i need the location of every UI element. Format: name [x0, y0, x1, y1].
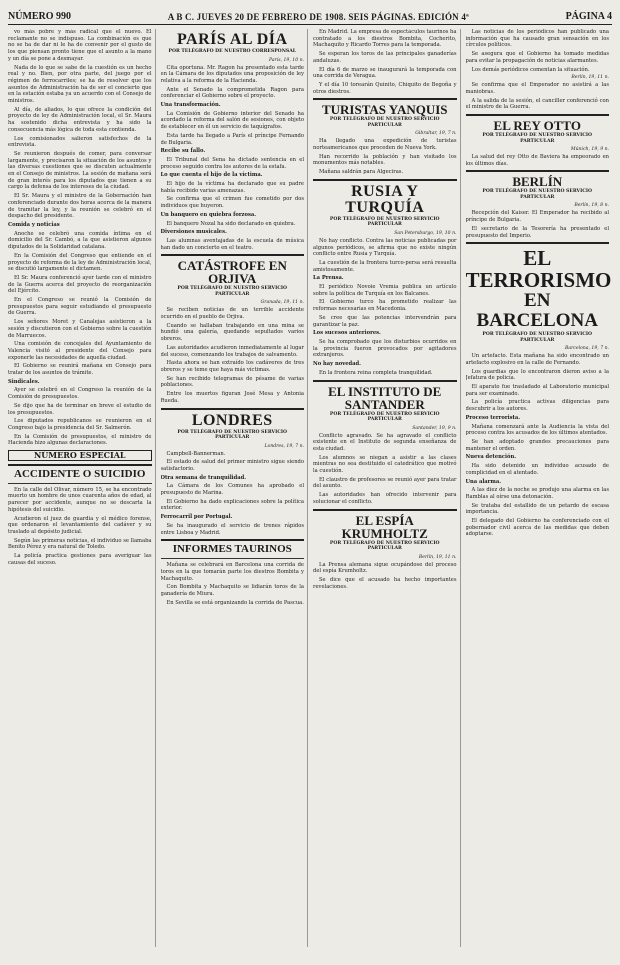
- paragraph: Se trataba del estallido de un petardo de escasa importancia.: [465, 502, 609, 516]
- paragraph: Una comisión de concejales del Ayuntamiento de Valencia visitó al presidente del Consejo para exponerle las necesidades de aquella ciudad.: [8, 341, 152, 361]
- paragraph: El aparato fue trasladado al Laboratorio municipal para ser examinado.: [465, 384, 609, 397]
- byline: POR TELÉGRAFO DE NUESTRO SERVICIO PARTICULAR: [329, 411, 440, 422]
- paragraph: En la calle del Olivar, número 15, se ha encontrado muerto un hombre de unos cuarenta años de edad, al parecer por accidente, aunque no se descarta la hipótesis del suicidio.: [8, 486, 152, 513]
- byline: POR TELÉGRAFO DE NUESTRO SERVICIO PARTICULAR: [329, 540, 440, 552]
- section-subhead: Comida y noticias: [8, 221, 60, 228]
- dateline: Granada, 19, 11 n.: [260, 300, 304, 306]
- divider: [161, 558, 305, 559]
- dateline: San Petersburgo, 19, 10 n.: [394, 230, 457, 236]
- byline: POR TELÉGRAFO DE NUESTRO SERVICIO PARTICULAR: [482, 133, 593, 144]
- byline: POR TELÉGRAFO DE NUESTRO CORRESPONSAL: [168, 49, 296, 54]
- divider: [313, 380, 457, 382]
- paragraph: Ayer se celebró en el Congreso la reunión de la Comisión de presupuestos.: [8, 387, 152, 401]
- paragraph: Las noticias de los periódicos han publicado una información que ha causado gran sensación en los círculos políticos.: [465, 29, 609, 49]
- headline-taurinos: INFORMES TAURINOS: [172, 543, 292, 556]
- section-subhead: La Prensa.: [313, 275, 344, 282]
- paragraph: La Cámara de los Comunes ha aprobado el presupuesto de Marina.: [160, 483, 304, 497]
- section-subhead: Otra semana de tranquilidad.: [160, 474, 247, 481]
- special-box: NÚMERO ESPECIAL: [8, 450, 152, 461]
- divider: [466, 114, 610, 116]
- paragraph: El Gobierno turco ha prometido realizar las reformas necesarias en Macedonia.: [313, 299, 457, 313]
- paragraph: El Sr. Maura conferenció ayer tarde con el ministro de la Guerra acerca del proyecto de reorganización del Ejército.: [8, 274, 152, 295]
- newspaper-page: [8, 8, 612, 948]
- paragraph: Mañana se celebrará en Barcelona una corrida de toros en la que tomarán parte los diestros Bombita y Machaquito.: [160, 562, 304, 582]
- paragraph: Los guardias que lo encontraron dieron aviso a la Jefatura de policía.: [465, 368, 609, 382]
- paragraph: El Gobierno ha dado explicaciones sobre la política exterior.: [160, 498, 304, 512]
- paragraph: El claustro de profesores se reunió ayer para tratar del asunto.: [313, 476, 457, 490]
- date-line: A B C. JUEVES 20 DE FEBRERO DE 1908. SEIS PÁGINAS. EDICIÓN 4ª: [167, 12, 469, 22]
- paragraph: El Gobierno se reunirá mañana en Consejo para tratar de los asuntos de trámite.: [8, 363, 152, 377]
- headline-instituto: EL INSTITUTO DE SANTANDER: [328, 383, 442, 412]
- divider: [313, 509, 457, 511]
- paragraph: El delegado del Gobierno ha conferenciado con el gobernador civil acerca de las medidas que deben adoptarse.: [465, 518, 609, 538]
- column-4: [466, 29, 613, 947]
- dateline: Londres, 19, 7 n.: [264, 443, 304, 449]
- section-subhead: Una alarma.: [465, 478, 502, 485]
- paragraph: Mañana saldrán para Algeciras.: [319, 169, 404, 176]
- paragraph: El Sr. Maura y el ministro de la Gobernación han conferenciado durante dos horas acerca de la manera de tramitar la ley, y la reunión se celebró en el despacho del presidente.: [8, 193, 152, 220]
- divider: [8, 464, 152, 466]
- paragraph: El periódico Novoie Vremia publica un artículo sobre la política de Turquía en los Balcanes.: [313, 284, 457, 297]
- paragraph: Nada de lo que se sabe de la cuestión es un hecho real y no. Bien, por otra parte, del juego por el régimen de ferrocarriles; se ha de resolver que los asuntos de Administración ha de ser el concierto que en la estación estaba ya un acuerdo con el Consejo de ministros.: [8, 64, 152, 105]
- dateline: Berlín, 19, 11 n.: [418, 554, 457, 560]
- dateline: París, 19, 10 n.: [268, 57, 304, 63]
- divider: [8, 483, 152, 484]
- masthead: [8, 8, 612, 25]
- paragraph: El secretario de la Tesorería ha presentado el presupuesto del Imperio.: [465, 225, 609, 239]
- paragraph: Se confirma que el crimen fue cometido por dos individuos que huyeron.: [160, 196, 304, 210]
- paragraph: El Tribunal del Sena ha dictado sentencia en el proceso seguido contra los autores de la estafa.: [160, 156, 304, 170]
- byline: POR TELÉGRAFO DE NUESTRO SERVICIO PARTICULAR: [177, 429, 288, 441]
- byline: POR TELÉGRAFO DE NUESTRO SERVICIO PARTICULAR: [329, 117, 440, 128]
- section-subhead: Los sucesos anteriores.: [313, 330, 381, 337]
- divider: [161, 539, 305, 541]
- issue-number: NÚMERO 990: [8, 11, 72, 22]
- paragraph: Recepción del Kaiser. El Emperador ha recibido al príncipe de Bulgaria.: [465, 210, 609, 224]
- divider: [466, 242, 610, 244]
- headline-londres: LONDRES: [191, 411, 273, 429]
- paragraph: A la salida de la sesión, el canciller conferenció con el ministro de la Guerra.: [465, 97, 609, 111]
- columns: [8, 29, 612, 947]
- divider: [161, 408, 305, 410]
- section-subhead: Recibe su fallo.: [160, 148, 206, 155]
- paragraph: Hasta ahora se han extraído los cadáveres de tres obreros y se teme que haya más víctimas.: [160, 360, 304, 373]
- headline-terrorismo: EL TERRORISMO: [465, 246, 612, 293]
- paragraph: Y el día 10 torearán Quinito, Chiquito de Begoña y otros diestros.: [313, 81, 457, 95]
- paragraph: Se esperan los toros de las principales ganaderías andaluzas.: [313, 51, 457, 64]
- paragraph: Los comisionados salieron satisfechos de la entrevista.: [8, 135, 152, 149]
- paragraph: Se cree que las potencias intervendrán para garantizar la paz.: [313, 314, 457, 328]
- paragraph: Los diputados republicanos se reunieron en el Congreso bajo la presidencia del Sr. Salmerón.: [8, 418, 152, 431]
- paragraph: Se reunieron después de comer, para conversar largamente, y precisaron la situación de los asuntos y las diversas cuestiones que se discuten actualmente en el Consejo de ministros. La sesión de mañana será de gran interés para los diputados que tienen a su cargo la defensa de los intereses de la ciudad.: [8, 150, 152, 191]
- paragraph: Entre los muertos figuran José Mesa y Antonia Rueda.: [160, 391, 304, 404]
- section-subhead: Diversiones musicales.: [160, 229, 227, 236]
- divider: [466, 170, 610, 172]
- dateline: Santander, 19, 9 n.: [412, 425, 457, 431]
- paragraph: Se reciben noticias de un terrible accidente ocurrido en el pueblo de Orjiva.: [160, 307, 304, 321]
- paragraph: Se han adoptado grandes precauciones para mantener el orden.: [465, 438, 609, 452]
- divider: [313, 179, 457, 181]
- headline-catastrofe: CATÁSTROFE EN ORJIVA: [177, 258, 287, 287]
- paragraph: Se ha comprobado que los disturbios ocurridos en la provincia fueron provocados por agitadores extranjeros.: [313, 338, 457, 359]
- paragraph: vo más pobre y más radical que el nuevo. El reclamante no se indispuso. La combinación es que no se ha de dar ni le ha de convenir por el gusto de los que piensan pronto tiene que el asunto a la mano y un día se pone a desmayar.: [8, 29, 152, 62]
- paragraph: La policía practica gestiones para averiguar las causas del suceso.: [8, 553, 152, 566]
- section-subhead: Ferrocarril por Portugal.: [160, 514, 233, 521]
- byline: POR TELÉGRAFO DE NUESTRO SERVICIO PARTICULAR: [482, 189, 593, 200]
- paragraph: Cita oportuna. Mr. Ragon ha presentado esta tarde en la Cámara de los diputados una proposición de ley relativa a la reforma de la Hacienda.: [160, 64, 304, 84]
- byline: POR TELÉGRAFO DE NUESTRO SERVICIO PARTICULAR: [482, 332, 593, 343]
- paragraph: Las autoridades han ofrecido intervenir para solucionar el conflicto.: [313, 492, 457, 505]
- paragraph: La Comisión de Gobierno interior del Senado ha acordado la reforma del salón de sesiones, con objeto de establecer en él un servicio de taquígrafos.: [160, 110, 304, 131]
- page-number: PÁGINA 4: [565, 11, 612, 22]
- paragraph: La cuestión de la frontera turco-persa será resuelta amistosamente.: [313, 259, 457, 273]
- paragraph: Ha sido detenido un individuo acusado de complicidad en el atentado.: [465, 463, 609, 476]
- headline-turistas: TURISTAS YANQUIS: [321, 102, 448, 118]
- paragraph: Ante el Senado la comprometida Ragon para conferenciar el Gobierno sobre el proyecto.: [160, 86, 304, 100]
- headline-rusia: RUSIA Y TURQUÍA: [345, 182, 425, 216]
- paragraph: Han recorrido la población y han visitado los monumentos más notables.: [313, 153, 457, 167]
- paragraph: Según las primeras noticias, el individuo se llamaba Benito Pérez y era natural de Toledo.: [8, 537, 152, 551]
- column-1: [8, 29, 156, 947]
- paragraph: Campbell-Bannerman.: [166, 450, 226, 457]
- dateline: Berlín, 19, 8 n.: [574, 203, 609, 209]
- paragraph: Se confirma que el Emperador no asistirá a las maniobras.: [465, 82, 609, 95]
- paragraph: Al día, de aliados, lo que ofrece la condición del proyecto de ley de Administración local, el Sr. Maura ha sostenido dicha entrevista y ha sido la consecuencia más lógica de toda esta contienda.: [8, 106, 152, 133]
- section-subhead: Un banquero en quiebra forzosa.: [160, 211, 257, 218]
- section-subhead: Sindicales.: [8, 378, 40, 385]
- paragraph: La Prensa alemana sigue ocupándose del proceso del espía Krumholtz.: [313, 561, 457, 575]
- paragraph: Las autoridades acudieron inmediatamente al lugar del suceso, comenzando los trabajos de salvamento.: [160, 344, 304, 358]
- paragraph: La policía practica activas diligencias para descubrir a los autores.: [465, 399, 609, 413]
- paragraph: El día 6 de marzo se inaugurará la temporada con una corrida de Veragua.: [313, 66, 457, 80]
- paragraph: Se dijo que ha de terminar en breve el estudio de los presupuestos.: [8, 402, 152, 416]
- section-subhead: Proceso terrorista.: [465, 414, 521, 421]
- paragraph: En Sevilla se está organizando la corrida de Pascua.: [166, 599, 304, 606]
- section-subhead: Lo que cuenta el hijo de la víctima.: [160, 172, 263, 179]
- paragraph: Anoche se celebró una comida íntima en el domicilio del Sr. Cambó, a la que asistieron algunos diputados de la Solidaridad catalana.: [8, 230, 152, 251]
- section-subhead: Nueva detención.: [465, 454, 517, 461]
- paragraph: Ha llegado una expedición de turistas norteamericanos que proceden de Nueva York.: [313, 138, 457, 152]
- divider: [313, 98, 457, 100]
- paragraph: En el Congreso se reunió la Comisión de presupuestos para seguir estudiando el presupuesto de Guerra.: [8, 297, 152, 317]
- paragraph: Las alumnas aventajadas de la escuela de música han dado un concierto en el teatro.: [160, 237, 304, 251]
- paragraph: El estado de salud del primer ministro sigue siendo satisfactorio.: [160, 459, 304, 472]
- column-3: [313, 29, 461, 947]
- paragraph: No hay conflicto. Contra las noticias publicadas por algunos periódicos, se afirma que no existe ningún conflicto entre Rusia y Turquía.: [313, 237, 457, 258]
- paragraph: Se ha inaugurado el servicio de trenes rápidos entre Lisboa y Madrid.: [160, 522, 304, 536]
- dateline: Gibraltar, 19, 7 n.: [415, 131, 457, 137]
- paragraph: Conflicto agravado. Se ha agravado el conflicto existente en el Instituto de segunda enseñanza de esta ciudad.: [313, 432, 457, 452]
- section-subhead: Una transformación.: [160, 102, 221, 109]
- dateline: Barcelona, 19, 7 n.: [564, 346, 609, 352]
- paragraph: Los demás periódicos comentan la situación.: [471, 66, 590, 73]
- headline-otto: EL REY OTTO: [493, 118, 581, 134]
- paragraph: Se han recibido telegramas de pésame de varias poblaciones.: [160, 375, 304, 389]
- paragraph: Los señores Moret y Canalejas asistieron a la sesión y discutieron con el Gobierno sobre la cuestión de Marruecos.: [8, 319, 152, 339]
- dateline: Múnich, 19, 9 n.: [570, 147, 609, 153]
- paragraph: A las diez de la noche se produjo una alarma en las Ramblas al oírse una detonación.: [465, 487, 609, 500]
- byline: POR TELÉGRAFO DE NUESTRO SERVICIO PARTICULAR: [177, 286, 288, 297]
- paragraph: Esta tarde ha llegado a París el príncipe Fernando de Bulgaria.: [160, 132, 304, 146]
- paragraph: Con Bombita y Machaquito se lidiarán toros de la ganadería de Miura.: [160, 584, 304, 598]
- headline-accidente: ACCIDENTE O SUICIDIO: [14, 467, 146, 480]
- headline-berlin: BERLÍN: [512, 174, 563, 190]
- paragraph: El banquero Nozal ha sido declarado en quiebra.: [166, 220, 296, 227]
- paragraph: En la Comisión del Congreso que entiende en el proyecto de reforma de la ley de Administración local, se discutió largamente el dictamen.: [8, 252, 152, 273]
- paragraph: En Madrid. La empresa de espectáculos taurinos ha contratado a los diestros Bombita, Cocherito, Machaquito y Ricardo Torres para la temporada.: [313, 29, 457, 49]
- paragraph: Se dice que el acusado ha hecho importantes revelaciones.: [313, 576, 457, 590]
- dateline: Berlín, 19, 11 n.: [571, 75, 609, 81]
- paragraph: En la frontera reina completa tranquilidad.: [319, 369, 433, 376]
- paragraph: La salud del rey Otto de Baviera ha empeorado en los últimos días.: [465, 154, 609, 167]
- divider: [161, 254, 305, 256]
- byline: POR TELÉGRAFO DE NUESTRO SERVICIO PARTICULAR: [329, 216, 440, 228]
- headline-barcelona: EN BARCELONA: [476, 290, 598, 332]
- paragraph: El hijo de la víctima ha declarado que su padre había recibido varias amenazas.: [160, 181, 304, 194]
- paragraph: En la Comisión de presupuestos, el ministro de Hacienda hizo algunas declaraciones.: [8, 433, 152, 447]
- headline-paris: PARÍS AL DÍA: [176, 31, 288, 48]
- paragraph: Se asegura que el Gobierno ha tomado medidas para evitar la propagación de noticias alarmantes.: [465, 51, 609, 64]
- paragraph: Cuando se hallaban trabajando en una mina se hundió una galería, quedando sepultados varios obreros.: [160, 322, 304, 343]
- paragraph: Los alumnos se niegan a asistir a las clases mientras no sea destituido el catedrático que motivó la cuestión.: [313, 454, 457, 475]
- column-2: [161, 29, 309, 947]
- paragraph: Un artefacto. Esta mañana ha sido encontrado un artefacto explosivo en la calle de Fernando.: [465, 353, 609, 366]
- section-subhead: No hay novedad.: [313, 361, 361, 368]
- headline-espia: EL ESPÍA KRUMHOLTZ: [341, 512, 428, 541]
- paragraph: Mañana comenzará ante la Audiencia la vista del proceso contra los acusados de los últimos atentados.: [465, 423, 609, 437]
- paragraph: Acudieron el juez de guardia y el médico forense, que ordenaron el levantamiento del cadáver y su traslado al depósito judicial.: [8, 515, 152, 535]
